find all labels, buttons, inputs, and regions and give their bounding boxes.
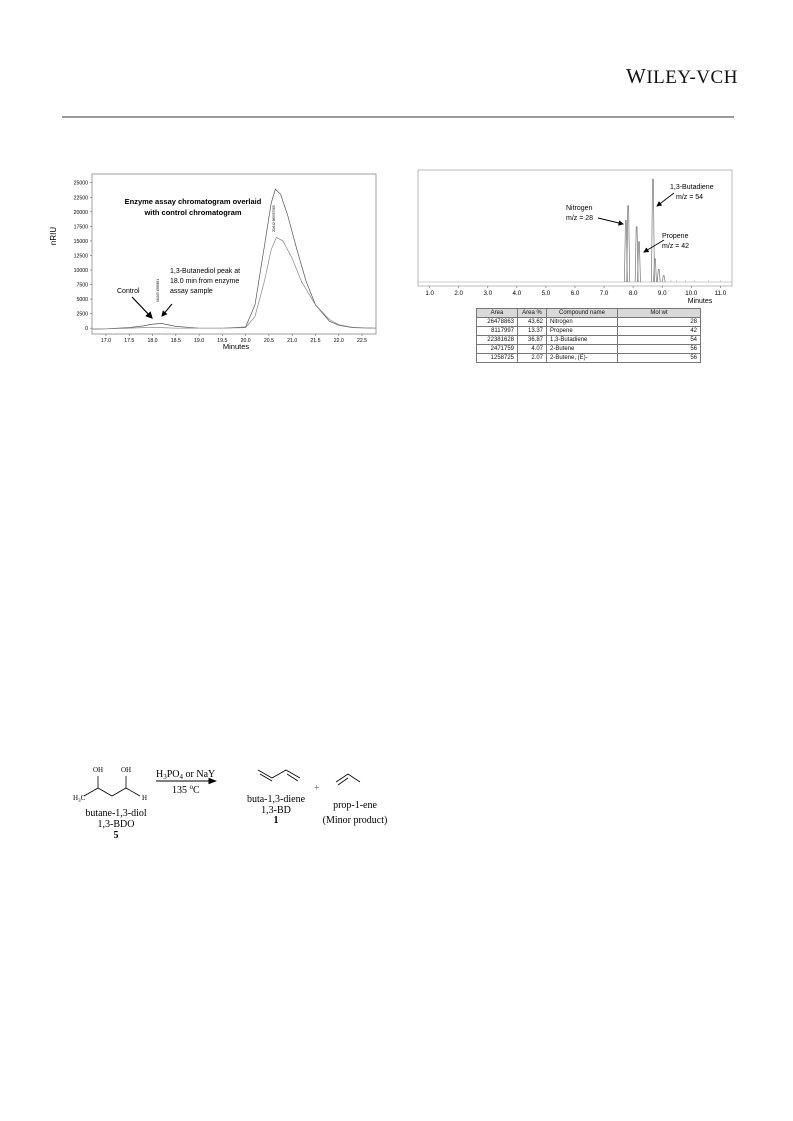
chart2-nitrogen-label: Nitrogen — [566, 205, 593, 212]
table-cell: 2.07 — [518, 354, 547, 363]
product-name: buta-1,3-diene — [246, 794, 306, 805]
chart1-annotation-bd-l3: assay sample — [170, 288, 213, 295]
chart2-peak — [637, 242, 640, 282]
chart1-xtick-label: 20.5 — [263, 338, 274, 344]
table-cell: 56 — [618, 345, 701, 354]
table-cell: 2-Butene, (E)- — [547, 354, 618, 363]
chart1-ytick-label: 25000 — [73, 180, 88, 187]
table-cell: 2-Butene — [547, 345, 618, 354]
chart1-xtick-label: 21.5 — [310, 338, 321, 344]
publisher-logo: WILEY-VCH — [626, 64, 738, 88]
table-cell: 42 — [618, 327, 701, 336]
chart1-title-line2: with control chromatogram — [144, 208, 242, 217]
chart1-ytick-label: 2500 — [76, 311, 88, 318]
chart1-xtick-label: 17.5 — [124, 338, 135, 344]
chart2-peak — [657, 269, 660, 282]
table-cell: 2471759 — [477, 345, 518, 354]
product-abbr: 1,3-BD — [261, 805, 291, 816]
table-header-cell: Mol wt — [618, 309, 701, 318]
table-cell: 28 — [618, 318, 701, 327]
chart1-annotation-control: Control — [117, 288, 140, 295]
chart2-propene-mz: m/z = 42 — [662, 243, 690, 250]
table-cell: 54 — [618, 336, 701, 345]
chart2-butadiene-label: 1,3-Butadiene — [670, 184, 714, 191]
butadiene-double-bond-1 — [260, 774, 272, 781]
table-cell: 4.07 — [518, 345, 547, 354]
chart2-arrow-nitrogen — [598, 218, 623, 224]
reactant-number: 5 — [113, 830, 119, 841]
table-cell: 22381628 — [477, 336, 518, 345]
chart1-xtick-label: 18.5 — [170, 338, 181, 344]
table-header-cell: Compound name — [547, 309, 618, 318]
table-header-row — [477, 309, 701, 318]
chart1-ytick-label: 20000 — [73, 209, 88, 216]
chart2-xtick-label: 4.0 — [512, 290, 522, 297]
table-cell: 1258725 — [477, 354, 518, 363]
chart1-arrow-control — [132, 297, 152, 318]
bdo-h: H — [142, 794, 148, 802]
chart1-ytick-label: 12500 — [73, 253, 88, 260]
chart2-xtick-label: 9.0 — [657, 290, 667, 297]
chart1-peak-label-large: 20.642 665957965 — [272, 205, 276, 232]
butadiene-double-bond-2 — [287, 774, 298, 781]
chart2-xtick-label: 6.0 — [570, 290, 580, 297]
table-cell: 26478863 — [477, 318, 518, 327]
table-cell: 36.87 — [518, 336, 547, 345]
product-number: 1 — [273, 815, 279, 826]
bdo-h3c: $H_3C$ — [73, 794, 86, 804]
chart1-xtick-label: 22.5 — [356, 338, 368, 344]
table-row — [477, 336, 701, 345]
chart2-xtick-label: 3.0 — [483, 290, 493, 297]
chart1-xtick-label: 18.0 — [147, 338, 158, 344]
chart1-annotation-bd-l1: 1,3-Butanediol peak at — [170, 268, 241, 275]
chart1-title-line1: Enzyme assay chromatogram overlaid — [124, 197, 262, 206]
temperature-label: 135 $^o$C — [172, 783, 200, 796]
bdo-oh-1: OH — [93, 766, 104, 774]
chart1-xtick-label: 20.0 — [240, 338, 251, 344]
chart1-xtick-label: 21.0 — [287, 338, 298, 344]
table-cell: 43.62 — [518, 318, 547, 327]
bdo-oh-2: OH — [121, 766, 132, 774]
chart2-nitrogen-mz: m/z = 28 — [566, 215, 594, 222]
table-cell: Nitrogen — [547, 318, 618, 327]
chart1-xtick-label: 19.0 — [194, 338, 205, 344]
chart2-xtick-label: 1.0 — [425, 290, 434, 297]
hplc-chromatogram — [48, 166, 384, 356]
byproduct-note: (Minor product) — [322, 815, 388, 826]
gcms-chromatogram — [414, 166, 736, 306]
chart2-xtick-label: 8.0 — [628, 290, 638, 297]
header-rule — [62, 116, 734, 118]
chart1-xtick-label: 19.5 — [217, 338, 228, 344]
chart2-xtick-label: 2.0 — [454, 290, 464, 297]
table-cell: 8117997 — [477, 327, 518, 336]
byproduct-name: prop-1-ene — [333, 800, 377, 811]
reactant-abbr: 1,3-BDO — [97, 819, 135, 830]
chart1-ytick-label: 7500 — [76, 282, 88, 289]
gcms-results-table — [476, 308, 701, 363]
chart1-xtick-label: 17.0 — [100, 338, 112, 344]
chart2-xlabel: Minutes — [687, 298, 713, 305]
chart1-xlabel: Minutes — [222, 342, 250, 351]
chart2-xtick-label: 10.0 — [685, 290, 698, 297]
chart1-ytick-label: 22500 — [73, 195, 88, 202]
reactant-name: butane-1,3-diol — [85, 808, 147, 819]
chart2-peak — [627, 206, 630, 282]
table-cell: 13.37 — [518, 327, 547, 336]
table-header-cell: Area — [477, 309, 518, 318]
chart1-annotation-bd-l2: 18.0 min from enzyme — [170, 278, 240, 285]
chart1-ytick-label: 10000 — [73, 268, 88, 274]
chart2-butadiene-mz: m/z = 54 — [676, 194, 704, 201]
table-row — [477, 354, 701, 363]
chart1-peak-label-small: 18.005 4585691 — [156, 278, 160, 302]
table-cell: 56 — [618, 354, 701, 363]
chart2-peak — [662, 276, 665, 282]
propene-double-bond — [338, 778, 348, 785]
bdo-skeleton — [84, 788, 140, 796]
chart1-arrow-bd — [162, 304, 172, 316]
reagent-label: $H_3PO_4$ or NaY — [156, 769, 216, 781]
chart2-arrow-butadiene — [657, 193, 674, 206]
table-cell: 1,3-Butadiene — [547, 336, 618, 345]
table-header-cell: Area % — [518, 309, 547, 318]
table-row — [477, 327, 701, 336]
chart2-propene-label: Propene — [662, 233, 689, 240]
chart1-ytick-label: 0 — [85, 326, 88, 333]
chart2-xtick-label: 5.0 — [541, 290, 551, 297]
chart1-ylabel: nRIU — [49, 226, 58, 246]
reaction-scheme — [73, 756, 406, 841]
plus-sign: + — [314, 783, 320, 794]
chart1-xtick-label: 22.0 — [333, 338, 344, 344]
chart1-ytick-label: 15000 — [73, 238, 88, 245]
chart1-ytick-label: 5000 — [76, 297, 88, 304]
chart2-xtick-label: 7.0 — [599, 290, 609, 297]
table-cell: Propene — [547, 327, 618, 336]
chart1-ytick-label: 17500 — [73, 224, 88, 231]
chart2-xtick-label: 11.0 — [714, 290, 727, 297]
table-row — [477, 345, 701, 354]
table-row — [477, 318, 701, 327]
